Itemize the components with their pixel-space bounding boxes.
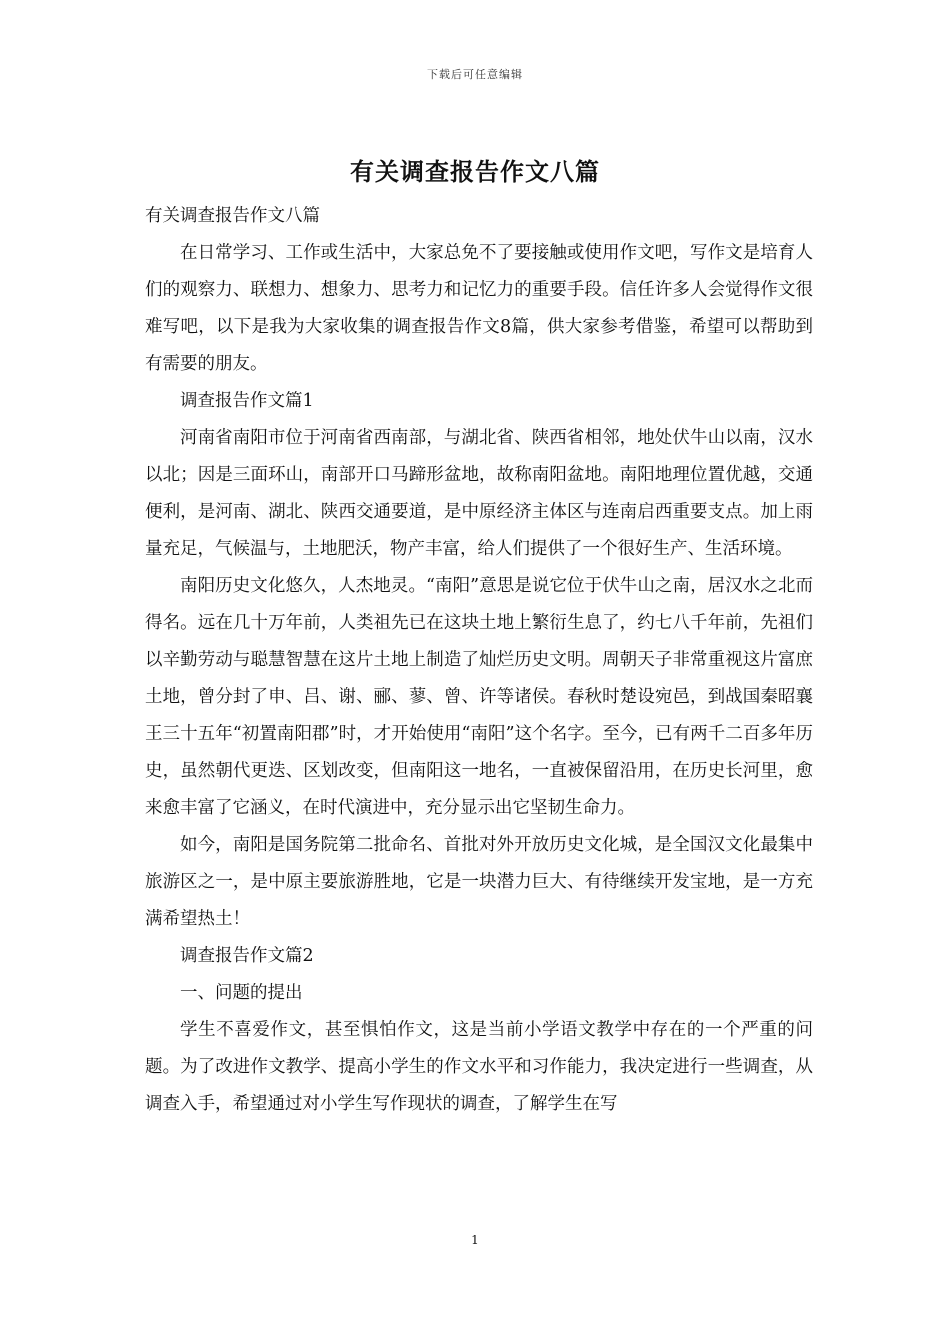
document-title: 有关调查报告作文八篇 [350, 157, 600, 186]
page-number: 1 [471, 1233, 479, 1247]
header-note: 下载后可任意编辑 [427, 68, 523, 81]
paragraph: 调查报告作文篇1 [180, 391, 314, 411]
paragraph: 调查报告作文篇2 [180, 946, 314, 966]
paragraph: 如今，南阳是国务院第二批命名、首批对外开放历史文化城，是全国汉文化最集中旅游区之一，是中原主要旅游胜地，它是一块潜力巨大、有待继续开发宝地，是一方充满希望热土！ [145, 835, 813, 929]
paragraph: 有关调查报告作文八篇 [145, 206, 320, 226]
document-body [145, 198, 813, 1123]
paragraph: 在日常学习、工作或生活中，大家总免不了要接触或使用作文吧，写作文是培育人们的观察力、联想力、想象力、思考力和记忆力的重要手段。信任许多人会觉得作文很难写吧，以下是我为大家收集的调查报告作文8篇，供大家参考借鉴，希望可以帮助到有需要的朋友。 [145, 243, 813, 374]
paragraph: 南阳历史文化悠久，人杰地灵。“南阳”意思是说它位于伏牛山之南，居汉水之北而得名。远在几十万年前，人类祖先已在这块土地上繁衍生息了，约七八千年前，先祖们以辛勤劳动与聪慧智慧在这片土地上制造了灿烂历史文明。周朝天子非常重视这片富庶土地，曾分封了申、吕、谢、郦、蓼、曾、许等诸侯。春秋时楚设宛邑，到战国秦昭襄王三十五年“初置南阳郡”时，才开始使用“南阳”这个名字。至今，已有两千二百多年历史，虽然朝代更迭、区划改变，但南阳这一地名，一直被保留沿用，在历史长河里，愈来愈丰富了它涵义，在时代演进中，充分显示出它坚韧生命力。 [145, 576, 813, 818]
paragraph: 一、问题的提出 [180, 983, 303, 1003]
paragraph: 河南省南阳市位于河南省西南部，与湖北省、陕西省相邻，地处伏牛山以南，汉水以北；因是三面环山，南部开口马蹄形盆地，故称南阳盆地。南阳地理位置优越，交通便利，是河南、湖北、陕西交通要道，是中原经济主体区与连南启西重要支点。加上雨量充足，气候温与，土地肥沃，物产丰富，给人们提供了一个很好生产、生活环境。 [145, 428, 813, 559]
paragraph: 学生不喜爱作文，甚至惧怕作文，这是当前小学语文教学中存在的一个严重的问题。为了改进作文教学、提高小学生的作文水平和习作能力，我决定进行一些调查，从调查入手，希望通过对小学生写作现状的调查，了解学生在写 [145, 1020, 813, 1114]
